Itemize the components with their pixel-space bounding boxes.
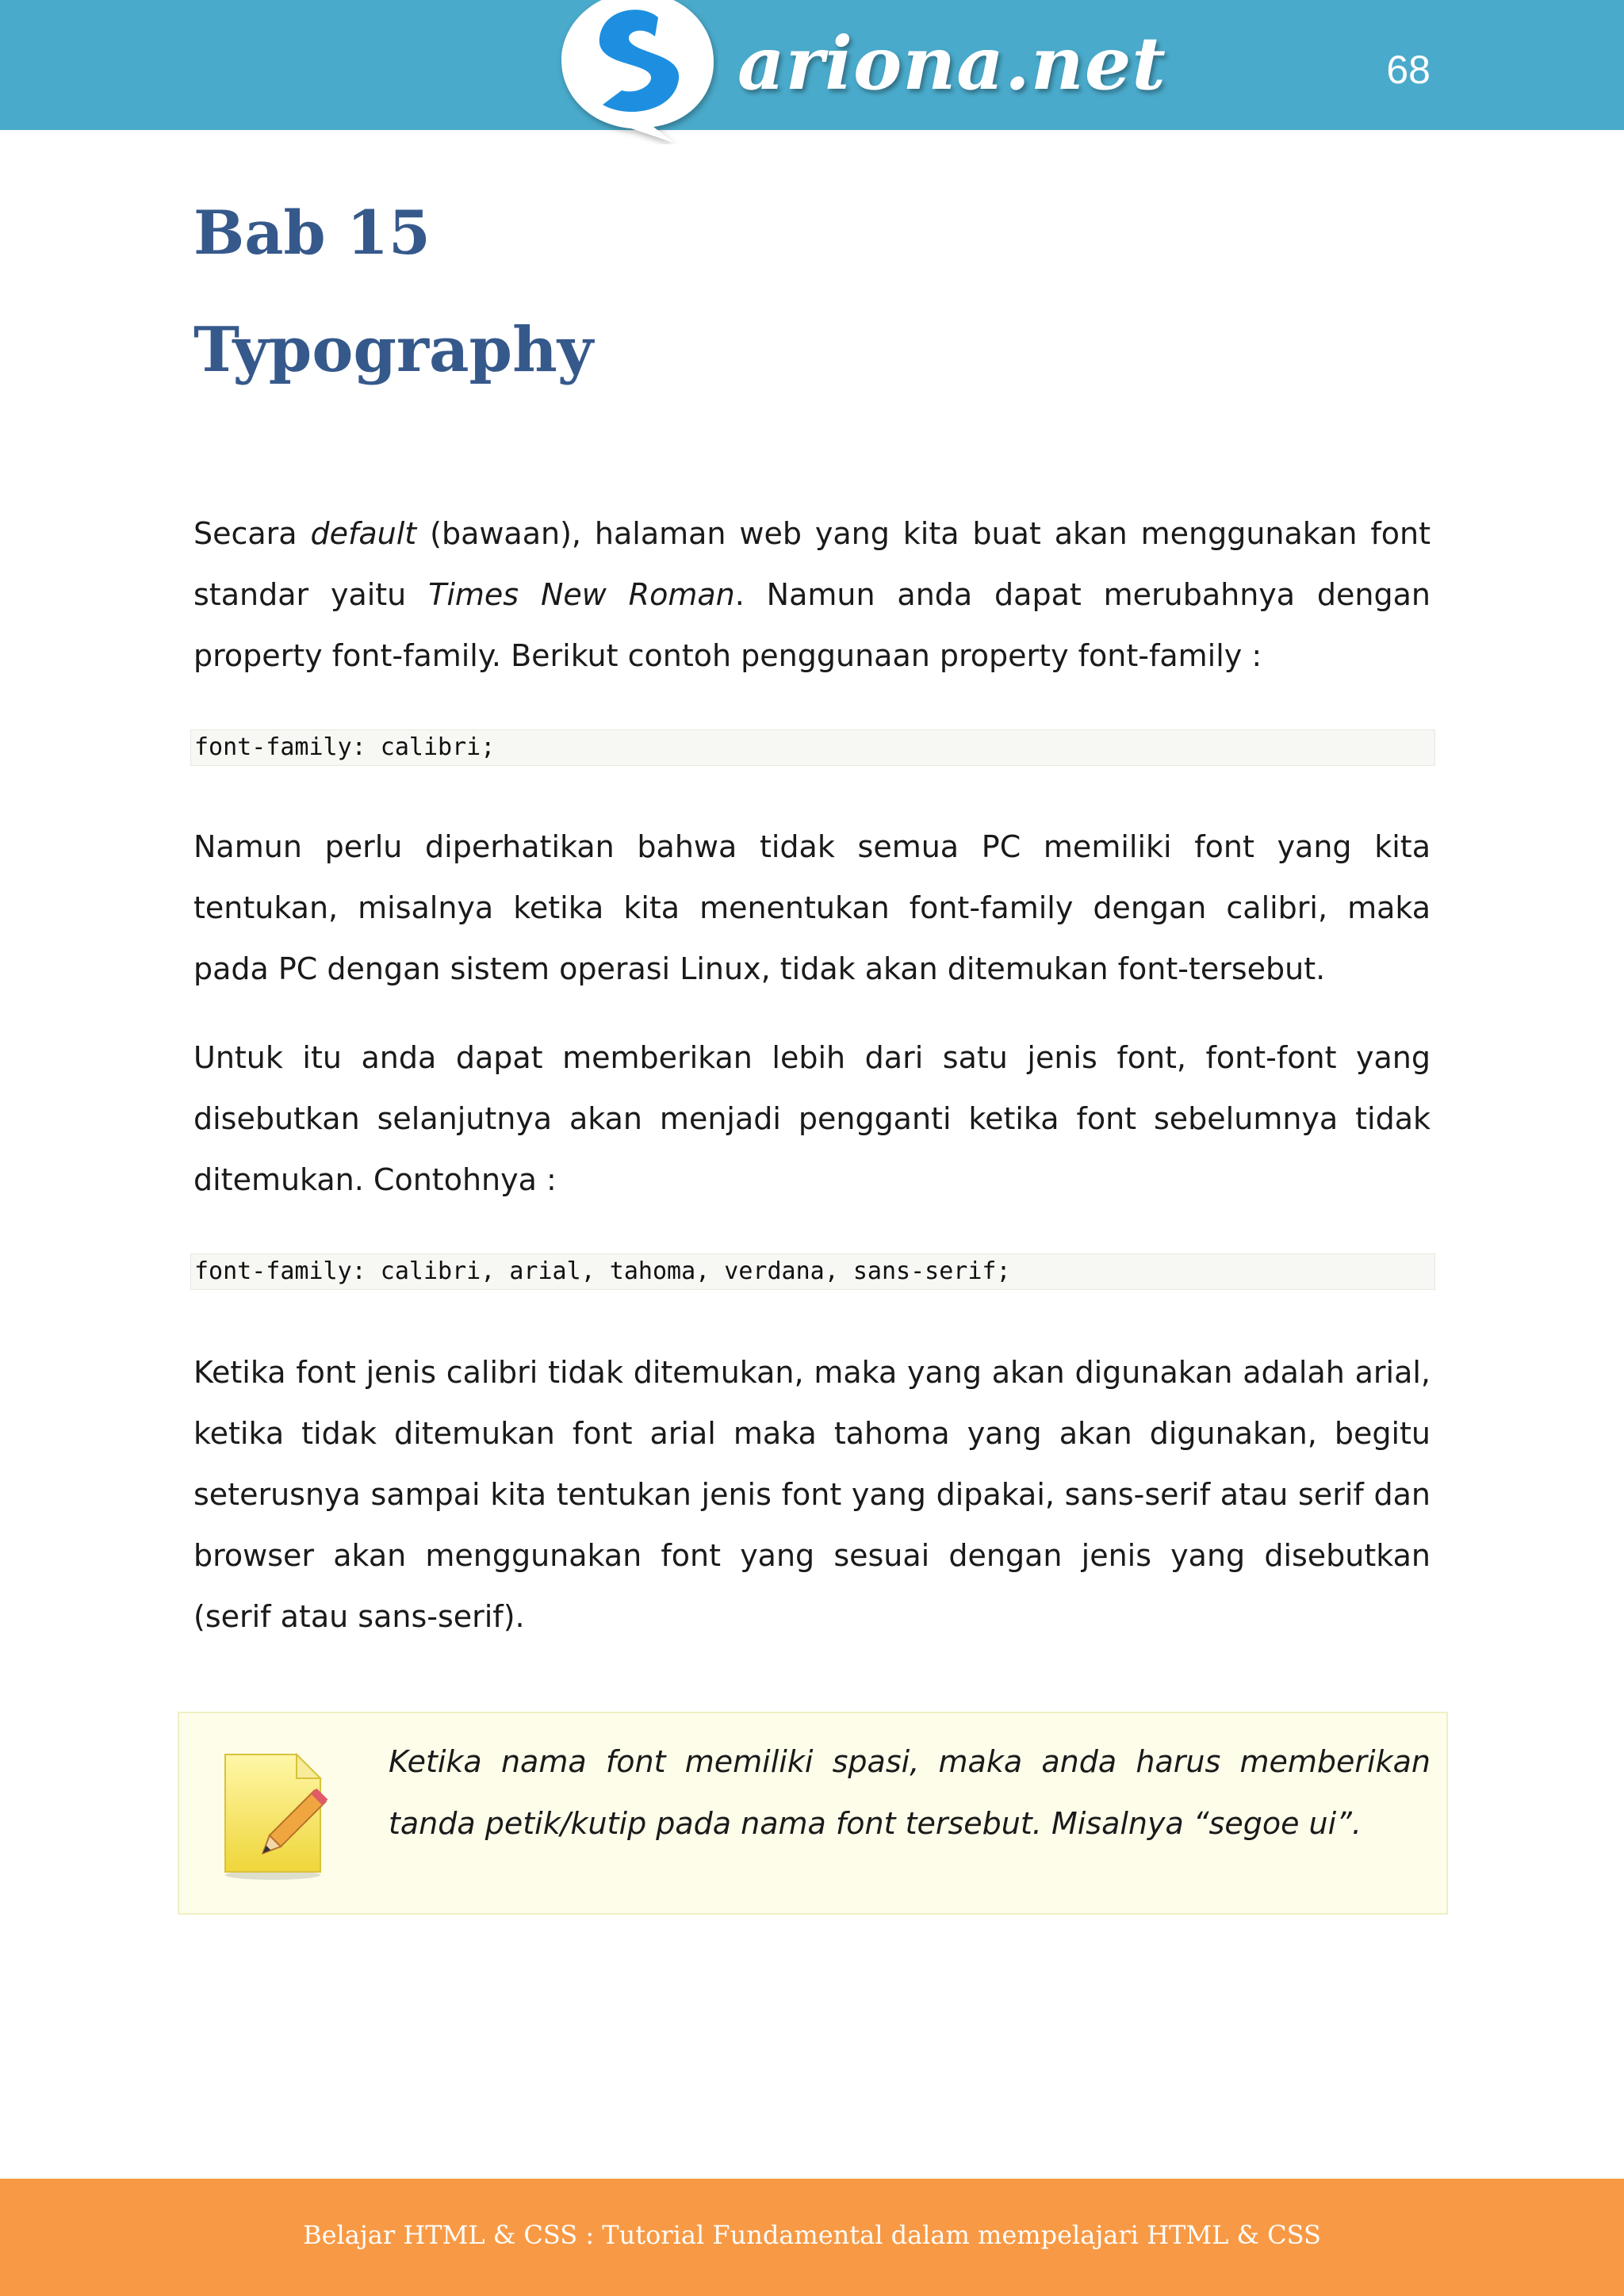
paragraph-text: Secara	[193, 516, 311, 551]
note-pencil-icon	[217, 1748, 328, 1883]
paragraph-text: (bawaan), halaman web yang kita buat akan menggunakan font standar yaitu	[193, 516, 1431, 612]
note-box	[178, 1712, 1448, 1915]
code-block: font-family: calibri, arial, tahoma, verdana, sans-serif;	[190, 1253, 1435, 1290]
paragraph-text: . Namun anda dapat merubahnya dengan property font-family. Berikut contoh penggunaan property font-family :	[193, 577, 1431, 673]
paragraph: Ketika font jenis calibri tidak ditemukan, maka yang akan digunakan adalah arial, ketika tidak ditemukan font arial maka tahoma yang akan digunakan, begitu seterusnya sampai kita tentukan jenis font yang dipakai, sans-serif atau serif dan browser akan menggunakan font yang sesuai dengan jenis yang disebutkan (serif atau sans-serif).	[193, 1355, 1431, 1634]
paragraph: Untuk itu anda dapat memberikan lebih dari satu jenis font, font-font yang disebutkan selanjutnya akan menjadi pengganti ketika font sebelumnya tidak ditemukan. Contohnya :	[193, 1040, 1431, 1197]
code-block: font-family: calibri;	[190, 729, 1435, 766]
footer-text: Belajar HTML & CSS : Tutorial Fundamental dalam mempelajari HTML & CSS	[303, 2220, 1321, 2250]
paragraph: Namun perlu diperhatikan bahwa tidak semua PC memiliki font yang kita tentukan, misalnya ketika kita menentukan font-family dengan calibri, maka pada PC dengan sistem operasi Linux, tidak akan ditemukan font-tersebut.	[193, 829, 1431, 986]
logo-icon	[555, 0, 718, 144]
paragraph-emphasis: Times New Roman	[428, 577, 735, 612]
paragraph-emphasis: default	[310, 516, 417, 551]
note-text: Ketika nama font memiliki spasi, maka anda harus memberikan tanda petik/kutip pada nama font tersebut. Misalnya “segoe ui”.	[389, 1744, 1431, 1841]
page-footer	[0, 2179, 1624, 2296]
paragraph-intro	[193, 503, 1431, 687]
page-header	[0, 0, 1624, 130]
page-title: Typography	[193, 314, 594, 386]
page-number: 68	[1386, 48, 1431, 92]
logo-wordmark: ariona.net	[737, 21, 1166, 106]
chapter-heading: Bab 15	[193, 197, 431, 268]
